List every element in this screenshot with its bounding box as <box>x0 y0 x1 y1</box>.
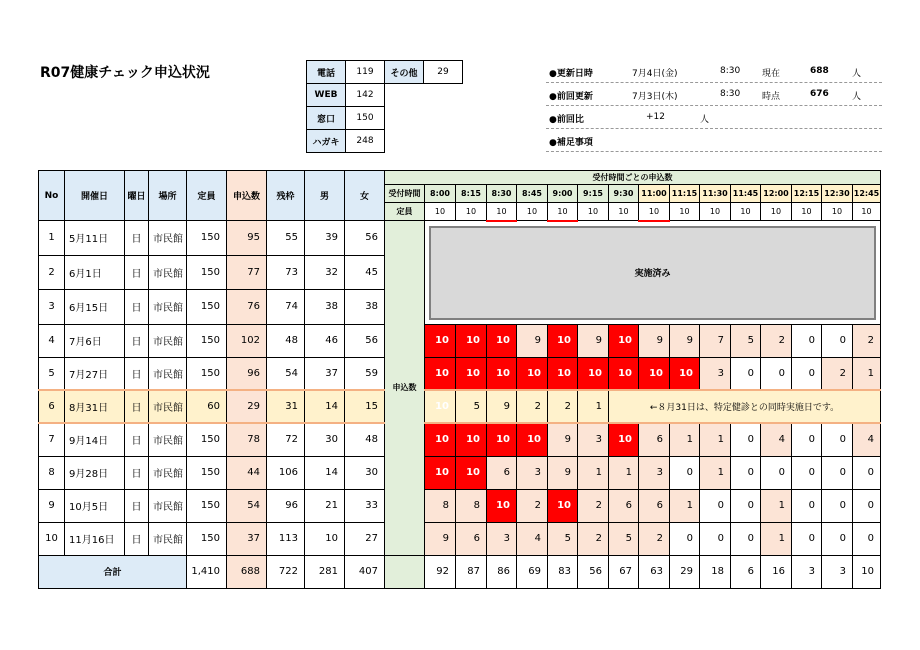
web-label: WEB <box>307 84 346 107</box>
slot-count: 4 <box>761 423 792 456</box>
total-male: 281 <box>305 555 345 588</box>
prev-time: 8:30 <box>720 89 741 99</box>
row-date: 11月16日 <box>65 522 125 555</box>
row-place: 市民館 <box>149 489 187 522</box>
slot-time-label: 受付時間 <box>385 185 425 203</box>
slot-count: 0 <box>731 357 761 390</box>
slot-count: 0 <box>853 489 881 522</box>
total-side-blank <box>385 555 425 588</box>
application-table <box>38 170 881 589</box>
slot-count: 0 <box>822 489 853 522</box>
done-block <box>425 221 881 325</box>
row-date: 5月11日 <box>65 221 125 256</box>
total-slot: 3 <box>822 555 853 588</box>
slot-capacity: 10 <box>548 203 578 221</box>
row-applied: 78 <box>227 423 267 456</box>
slot-count: 10 <box>487 423 517 456</box>
slot-time-header: 11:00 <box>639 185 670 203</box>
slot-count: 10 <box>578 357 609 390</box>
slot-count: 6 <box>639 489 670 522</box>
postcard-count: 248 <box>346 130 385 153</box>
slot-count: 10 <box>487 489 517 522</box>
row-capacity: 150 <box>187 522 227 555</box>
row-place: 市民館 <box>149 357 187 390</box>
slot-count: 3 <box>487 522 517 555</box>
slot-count: 9 <box>670 324 700 357</box>
row-no: 2 <box>39 255 65 290</box>
slot-count: 10 <box>639 357 670 390</box>
slot-count: 0 <box>822 423 853 456</box>
slot-count: 1 <box>761 489 792 522</box>
slot-count: 0 <box>853 522 881 555</box>
slot-count: 0 <box>731 423 761 456</box>
slot-time-header: 8:45 <box>517 185 548 203</box>
row-capacity: 150 <box>187 324 227 357</box>
window-label: 窓口 <box>307 107 346 130</box>
row-applied: 54 <box>227 489 267 522</box>
slot-capacity: 10 <box>578 203 609 221</box>
row-date: 7月6日 <box>65 324 125 357</box>
slot-count: 10 <box>456 324 487 357</box>
slot-time-header: 11:45 <box>731 185 761 203</box>
slot-capacity: 10 <box>792 203 822 221</box>
now-label: 現在 <box>762 69 781 79</box>
slot-count: 4 <box>853 423 881 456</box>
row-remaining: 74 <box>267 290 305 325</box>
row-no: 10 <box>39 522 65 555</box>
slot-count: 10 <box>609 357 639 390</box>
slot-count: 0 <box>731 489 761 522</box>
row-weekday: 日 <box>125 221 149 256</box>
slot-count: 6 <box>487 456 517 489</box>
row-capacity: 150 <box>187 423 227 456</box>
row-remaining: 106 <box>267 456 305 489</box>
table-row <box>39 489 881 522</box>
row-remaining: 31 <box>267 390 305 423</box>
slot-count: 2 <box>639 522 670 555</box>
row-place: 市民館 <box>149 290 187 325</box>
slot-count: 10 <box>425 456 456 489</box>
slot-count: 0 <box>761 357 792 390</box>
row-remaining: 73 <box>267 255 305 290</box>
total-applied: 688 <box>227 555 267 588</box>
slot-count: 1 <box>578 390 609 423</box>
slot-count: 10 <box>517 357 548 390</box>
total-slot: 3 <box>792 555 822 588</box>
col-applied: 申込数 <box>227 171 267 221</box>
slot-capacity: 10 <box>853 203 881 221</box>
row-capacity: 150 <box>187 357 227 390</box>
diff-value: +12 <box>646 112 665 122</box>
slot-count: 1 <box>853 357 881 390</box>
row-female: 38 <box>345 290 385 325</box>
total-slot: 6 <box>731 555 761 588</box>
slot-capacity: 10 <box>609 203 639 221</box>
row-weekday: 日 <box>125 522 149 555</box>
row-no: 3 <box>39 290 65 325</box>
table-row <box>39 456 881 489</box>
row-female: 59 <box>345 357 385 390</box>
slot-count: 2 <box>761 324 792 357</box>
row-capacity: 150 <box>187 221 227 256</box>
slot-count: 10 <box>548 489 578 522</box>
total-row <box>39 555 881 588</box>
slot-count: 10 <box>517 423 548 456</box>
row-male: 10 <box>305 522 345 555</box>
slot-count: 10 <box>456 357 487 390</box>
slot-count: 4 <box>517 522 548 555</box>
slot-count: 2 <box>578 489 609 522</box>
slot-count: 1 <box>578 456 609 489</box>
row-male: 14 <box>305 456 345 489</box>
row-applied: 29 <box>227 390 267 423</box>
row-weekday: 日 <box>125 324 149 357</box>
col-weekday: 曜日 <box>125 171 149 221</box>
row-no: 4 <box>39 324 65 357</box>
diff-unit: 人 <box>700 115 710 125</box>
slot-count: 1 <box>761 522 792 555</box>
slot-count: 2 <box>517 390 548 423</box>
slot-capacity: 10 <box>456 203 487 221</box>
slot-time-header: 8:30 <box>487 185 517 203</box>
slot-count: 5 <box>731 324 761 357</box>
row-capacity: 60 <box>187 390 227 423</box>
row-applied: 44 <box>227 456 267 489</box>
row-date: 10月5日 <box>65 489 125 522</box>
row-weekday: 日 <box>125 423 149 456</box>
slot-count: 0 <box>822 456 853 489</box>
slot-count: 9 <box>578 324 609 357</box>
slot-count: 10 <box>548 357 578 390</box>
prev-point-label: 時点 <box>762 92 781 102</box>
slot-cap-label: 定員 <box>385 203 425 221</box>
slot-count: 0 <box>761 456 792 489</box>
now-unit: 人 <box>852 69 862 79</box>
total-slot: 83 <box>548 555 578 588</box>
slot-count: 6 <box>456 522 487 555</box>
row-female: 30 <box>345 456 385 489</box>
total-slot: 69 <box>517 555 548 588</box>
slot-count: 0 <box>792 357 822 390</box>
now-count: 688 <box>810 66 829 76</box>
row-no: 5 <box>39 357 65 390</box>
row-weekday: 日 <box>125 357 149 390</box>
total-slot: 86 <box>487 555 517 588</box>
slot-count: 6 <box>609 489 639 522</box>
slot-count: 0 <box>792 423 822 456</box>
total-slot: 63 <box>639 555 670 588</box>
slot-time-header: 9:00 <box>548 185 578 203</box>
page-title: R07健康チェック申込状況 <box>40 65 210 81</box>
slot-capacity: 10 <box>761 203 792 221</box>
row-remaining: 55 <box>267 221 305 256</box>
row-male: 37 <box>305 357 345 390</box>
table-row <box>39 221 881 256</box>
slot-capacity: 10 <box>700 203 731 221</box>
diff-label: ●前回比 <box>549 115 584 125</box>
total-slot: 67 <box>609 555 639 588</box>
slot-capacity: 10 <box>670 203 700 221</box>
col-no: No <box>39 171 65 221</box>
total-slot: 56 <box>578 555 609 588</box>
row-male: 14 <box>305 390 345 423</box>
window-count: 150 <box>346 107 385 130</box>
slot-count: 5 <box>456 390 487 423</box>
row-place: 市民館 <box>149 324 187 357</box>
row-date: 8月31日 <box>65 390 125 423</box>
row-remaining: 96 <box>267 489 305 522</box>
slot-count: 10 <box>425 390 456 423</box>
table-row <box>39 423 881 456</box>
apply-side-label: 申込数 <box>385 221 425 556</box>
row-date: 9月28日 <box>65 456 125 489</box>
slot-count: 0 <box>700 522 731 555</box>
slot-count: 10 <box>425 357 456 390</box>
phone-count: 119 <box>346 61 385 84</box>
row-date: 6月15日 <box>65 290 125 325</box>
other-count: 29 <box>424 61 463 84</box>
row-weekday: 日 <box>125 390 149 423</box>
slot-count: 0 <box>853 456 881 489</box>
col-date: 開催日 <box>65 171 125 221</box>
row-no: 1 <box>39 221 65 256</box>
slot-count: 2 <box>517 489 548 522</box>
row-male: 30 <box>305 423 345 456</box>
total-slot: 29 <box>670 555 700 588</box>
slot-count: 5 <box>609 522 639 555</box>
phone-label: 電話 <box>307 61 346 84</box>
row-male: 39 <box>305 221 345 256</box>
slot-group-header: 受付時間ごとの申込数 <box>385 171 881 185</box>
total-female: 407 <box>345 555 385 588</box>
slot-capacity: 10 <box>822 203 853 221</box>
slot-capacity: 10 <box>487 203 517 221</box>
table-row <box>39 324 881 357</box>
row-note: ←８月31日は、特定健診との同時実施日です。 <box>609 390 881 423</box>
row-date: 6月1日 <box>65 255 125 290</box>
row-capacity: 150 <box>187 456 227 489</box>
row-place: 市民館 <box>149 221 187 256</box>
slot-time-header: 9:15 <box>578 185 609 203</box>
slot-count: 10 <box>456 456 487 489</box>
prev-unit: 人 <box>852 92 862 102</box>
col-remaining: 残枠 <box>267 171 305 221</box>
col-capacity: 定員 <box>187 171 227 221</box>
slot-time-header: 11:15 <box>670 185 700 203</box>
slot-time-header: 12:00 <box>761 185 792 203</box>
col-female: 女 <box>345 171 385 221</box>
slot-count: 0 <box>792 456 822 489</box>
total-slot: 87 <box>456 555 487 588</box>
slot-count: 2 <box>853 324 881 357</box>
row-female: 27 <box>345 522 385 555</box>
row-capacity: 150 <box>187 255 227 290</box>
slot-capacity: 10 <box>731 203 761 221</box>
slot-count: 0 <box>792 522 822 555</box>
row-female: 45 <box>345 255 385 290</box>
slot-count: 3 <box>639 456 670 489</box>
row-place: 市民館 <box>149 390 187 423</box>
slot-count: 0 <box>792 489 822 522</box>
slot-count: 0 <box>670 522 700 555</box>
table-row <box>39 390 881 423</box>
slot-count: 0 <box>700 489 731 522</box>
slot-count: 9 <box>639 324 670 357</box>
row-female: 33 <box>345 489 385 522</box>
slot-count: 0 <box>731 456 761 489</box>
slot-count: 9 <box>548 423 578 456</box>
slot-count: 1 <box>670 423 700 456</box>
slot-count: 0 <box>822 522 853 555</box>
row-remaining: 54 <box>267 357 305 390</box>
row-no: 7 <box>39 423 65 456</box>
slot-count: 1 <box>700 423 731 456</box>
updated-label: ●更新日時 <box>549 69 593 79</box>
col-male: 男 <box>305 171 345 221</box>
slot-time-header: 8:00 <box>425 185 456 203</box>
total-remaining: 722 <box>267 555 305 588</box>
slot-count: 10 <box>609 324 639 357</box>
done-label: 実施済み <box>429 226 876 320</box>
table-row <box>39 357 881 390</box>
row-male: 38 <box>305 290 345 325</box>
slot-count: 10 <box>670 357 700 390</box>
row-applied: 37 <box>227 522 267 555</box>
channel-counts-table <box>306 60 463 153</box>
prev-count: 676 <box>810 89 829 99</box>
row-date: 7月27日 <box>65 357 125 390</box>
col-place: 場所 <box>149 171 187 221</box>
slot-count: 2 <box>822 357 853 390</box>
slot-count: 10 <box>425 423 456 456</box>
slot-time-header: 12:45 <box>853 185 881 203</box>
slot-count: 10 <box>548 324 578 357</box>
row-applied: 76 <box>227 290 267 325</box>
row-place: 市民館 <box>149 423 187 456</box>
row-applied: 102 <box>227 324 267 357</box>
slot-capacity: 10 <box>425 203 456 221</box>
slot-count: 9 <box>487 390 517 423</box>
slot-count: 10 <box>456 423 487 456</box>
total-slot: 16 <box>761 555 792 588</box>
row-female: 15 <box>345 390 385 423</box>
row-place: 市民館 <box>149 456 187 489</box>
slot-count: 1 <box>609 456 639 489</box>
row-date: 9月14日 <box>65 423 125 456</box>
row-applied: 77 <box>227 255 267 290</box>
slot-count: 9 <box>548 456 578 489</box>
slot-count: 10 <box>487 324 517 357</box>
slot-count: 7 <box>700 324 731 357</box>
row-male: 21 <box>305 489 345 522</box>
row-female: 48 <box>345 423 385 456</box>
slot-count: 8 <box>425 489 456 522</box>
web-count: 142 <box>346 84 385 107</box>
slot-time-header: 8:15 <box>456 185 487 203</box>
row-weekday: 日 <box>125 255 149 290</box>
row-weekday: 日 <box>125 489 149 522</box>
slot-capacity: 10 <box>639 203 670 221</box>
row-female: 56 <box>345 324 385 357</box>
row-weekday: 日 <box>125 456 149 489</box>
slot-count: 1 <box>700 456 731 489</box>
slot-count: 10 <box>609 423 639 456</box>
slot-count: 3 <box>578 423 609 456</box>
total-slot: 18 <box>700 555 731 588</box>
total-label: 合計 <box>39 555 187 588</box>
slot-count: 0 <box>731 522 761 555</box>
total-slot: 10 <box>853 555 881 588</box>
slot-time-header: 9:30 <box>609 185 639 203</box>
slot-count: 0 <box>822 324 853 357</box>
row-no: 8 <box>39 456 65 489</box>
row-place: 市民館 <box>149 522 187 555</box>
update-info <box>546 60 882 152</box>
slot-capacity: 10 <box>517 203 548 221</box>
row-remaining: 113 <box>267 522 305 555</box>
slot-count: 9 <box>425 522 456 555</box>
slot-count: 10 <box>425 324 456 357</box>
slot-count: 0 <box>670 456 700 489</box>
slot-count: 6 <box>639 423 670 456</box>
row-female: 56 <box>345 221 385 256</box>
prev-date: 7月3日(木) <box>632 92 678 102</box>
row-applied: 95 <box>227 221 267 256</box>
slot-count: 10 <box>487 357 517 390</box>
table-row <box>39 522 881 555</box>
row-place: 市民館 <box>149 255 187 290</box>
slot-count: 5 <box>548 522 578 555</box>
row-remaining: 48 <box>267 324 305 357</box>
row-no: 9 <box>39 489 65 522</box>
slot-count: 1 <box>670 489 700 522</box>
slot-count: 3 <box>700 357 731 390</box>
row-weekday: 日 <box>125 290 149 325</box>
row-applied: 96 <box>227 357 267 390</box>
notes-label: ●補足事項 <box>549 138 593 148</box>
updated-time: 8:30 <box>720 66 741 76</box>
slot-count: 8 <box>456 489 487 522</box>
row-remaining: 72 <box>267 423 305 456</box>
slot-time-header: 12:30 <box>822 185 853 203</box>
slot-time-header: 11:30 <box>700 185 731 203</box>
row-no: 6 <box>39 390 65 423</box>
slot-count: 9 <box>517 324 548 357</box>
slot-count: 2 <box>548 390 578 423</box>
slot-count: 0 <box>792 324 822 357</box>
slot-count: 3 <box>517 456 548 489</box>
slot-count: 2 <box>578 522 609 555</box>
row-male: 46 <box>305 324 345 357</box>
prev-label: ●前回更新 <box>549 92 593 102</box>
updated-date: 7月4日(金) <box>632 69 678 79</box>
total-capacity: 1,410 <box>187 555 227 588</box>
row-capacity: 150 <box>187 489 227 522</box>
other-label: その他 <box>385 61 424 84</box>
postcard-label: ハガキ <box>307 130 346 153</box>
slot-time-header: 12:15 <box>792 185 822 203</box>
total-slot: 92 <box>425 555 456 588</box>
row-capacity: 150 <box>187 290 227 325</box>
row-male: 32 <box>305 255 345 290</box>
